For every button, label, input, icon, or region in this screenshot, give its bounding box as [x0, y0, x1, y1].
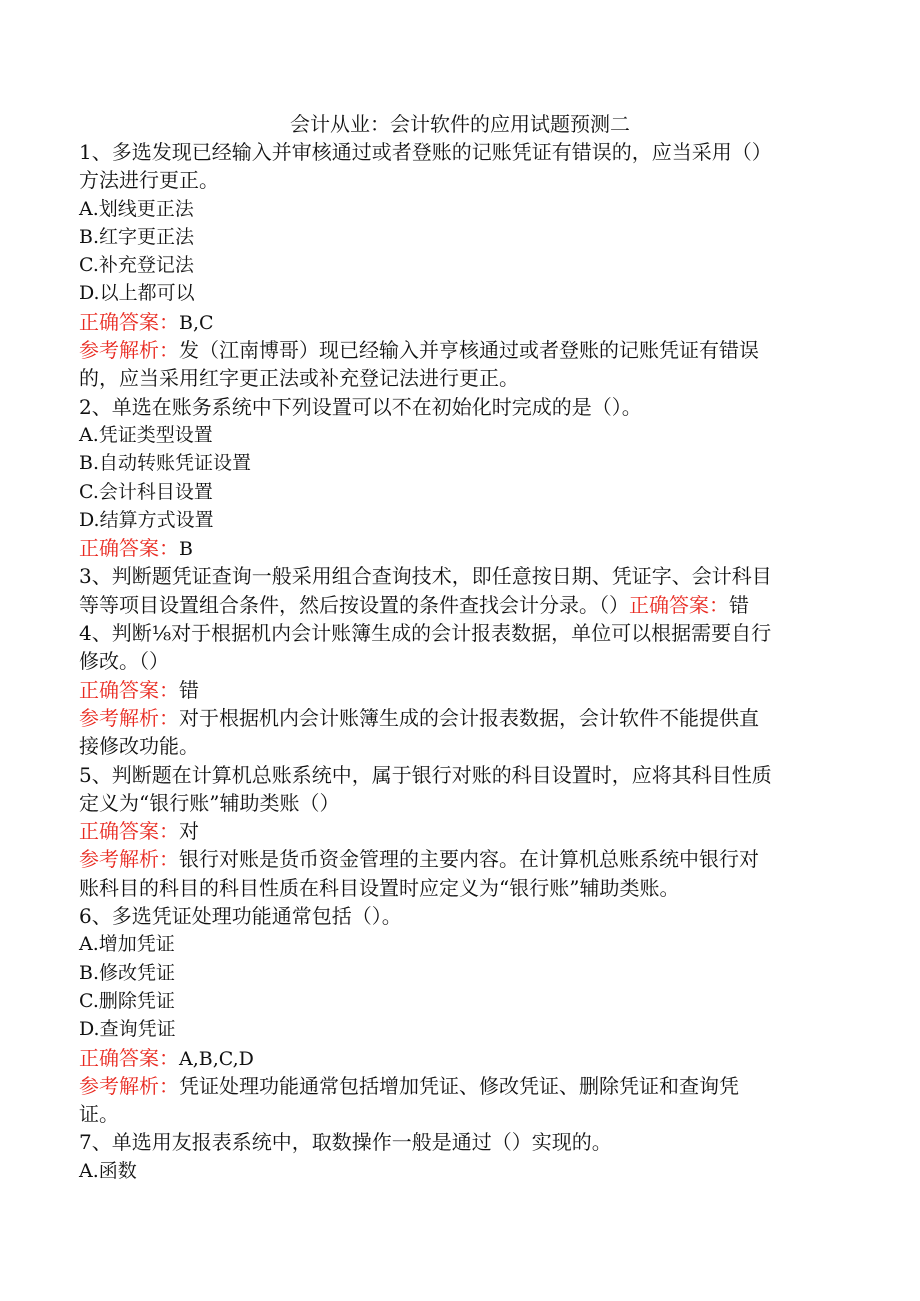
question-stem: 4、判断⅛对于根据机内会计账簿生成的会计报表数据，单位可以根据需要自行	[79, 621, 772, 646]
option-d: D.结算方式设置	[79, 508, 214, 531]
answer-line	[79, 308, 839, 336]
answer-line	[79, 1044, 839, 1072]
option-b: B.红字更正法	[79, 225, 195, 248]
question-5	[79, 761, 839, 902]
answer-label: 正确答案：	[79, 819, 179, 844]
question-3	[79, 562, 839, 619]
question-stem: 等等项目设置组合条件，然后按设置的条件查找会计分录。（）	[79, 592, 629, 617]
analysis-label: 参考解析：	[79, 705, 179, 730]
analysis-label: 参考解析：	[79, 847, 179, 872]
option-c: C.会计科目设置	[79, 480, 213, 503]
question-stem: 3、判断题凭证查询一般采用组合查询技术，即任意按日期、凭证字、会计科目	[79, 564, 772, 589]
question-stem: 6、多选凭证处理功能通常包括（）。	[79, 904, 402, 929]
question-stem: 定义为“银行账”辅助类账（）	[79, 790, 340, 815]
analysis-text: 账科目的科目的科目性质在科目设置时应定义为“银行账”辅助类账。	[79, 875, 680, 900]
answer-line	[79, 534, 839, 562]
analysis-text: 证。	[79, 1102, 119, 1127]
answer-line	[79, 676, 839, 704]
question-stem-with-answer	[79, 591, 839, 619]
question-stem: 5、判断题在计算机总账系统中，属于银行对账的科目设置时，应将其科目性质	[79, 762, 772, 787]
option-a: A.增加凭证	[79, 933, 175, 956]
answer-value: A,B,C,D	[179, 1047, 254, 1070]
answer-label: 正确答案：	[79, 536, 179, 561]
option-a: A.划线更正法	[79, 197, 194, 220]
analysis-text: 对于根据机内会计账簿生成的会计报表数据，会计软件不能提供直	[179, 705, 759, 730]
question-stem: 方法进行更正。	[79, 168, 219, 193]
answer-value: 错	[729, 592, 749, 617]
question-stem: 7、单选用友报表系统中，取数操作一般是通过（）实现的。	[79, 1130, 612, 1155]
answer-label: 正确答案：	[79, 677, 179, 702]
question-stem: 修改。（）	[79, 649, 169, 674]
analysis-text: 发（江南博哥）现已经输入并亨核通过或者登账的记账凭证有错误	[179, 338, 759, 363]
analysis-line	[79, 845, 839, 873]
question-1	[79, 138, 839, 393]
answer-value: 错	[179, 677, 199, 702]
answer-line	[79, 817, 839, 845]
analysis-label: 参考解析：	[79, 338, 179, 363]
analysis-line	[79, 336, 839, 364]
answer-label: 正确答案：	[629, 592, 729, 617]
option-b: B.自动转账凭证设置	[79, 452, 252, 475]
analysis-text: 的，应当采用红字更正法或补充登记法进行更正。	[79, 366, 519, 391]
question-stem: 1、多选发现已经输入并审核通过或者登账的记账凭证有错误的，应当采用（）	[79, 140, 772, 164]
option-a: A.凭证类型设置	[79, 423, 213, 446]
question-2	[79, 393, 839, 563]
question-4	[79, 619, 839, 760]
page-title: 会计从业：会计软件的应用试题预测二	[290, 112, 630, 136]
answer-value: B,C	[179, 311, 214, 334]
option-c: C.删除凭证	[79, 989, 175, 1012]
analysis-text: 凭证处理功能通常包括增加凭证、修改凭证、删除凭证和查询凭	[179, 1073, 739, 1098]
analysis-text: 银行对账是货币资金管理的主要内容。在计算机总账系统中银行对	[179, 847, 759, 872]
option-d: D.查询凭证	[79, 1018, 176, 1041]
option-d: D.以上都可以	[79, 282, 195, 305]
analysis-line	[79, 704, 839, 732]
analysis-label: 参考解析：	[79, 1073, 179, 1098]
option-b: B.修改凭证	[79, 961, 176, 984]
question-stem: 2、单选在账务系统中下列设置可以不在初始化时完成的是（）。	[79, 394, 642, 419]
question-list	[79, 138, 839, 1185]
answer-label: 正确答案：	[79, 309, 179, 334]
option-a: A.函数	[79, 1159, 137, 1182]
analysis-line	[79, 1072, 839, 1100]
question-7	[79, 1128, 839, 1185]
question-6	[79, 902, 839, 1128]
option-c: C.补充登记法	[79, 254, 194, 277]
answer-value: 对	[179, 819, 199, 844]
analysis-text: 接修改功能。	[79, 734, 199, 759]
answer-value: B	[179, 538, 193, 561]
answer-label: 正确答案：	[79, 1045, 179, 1070]
